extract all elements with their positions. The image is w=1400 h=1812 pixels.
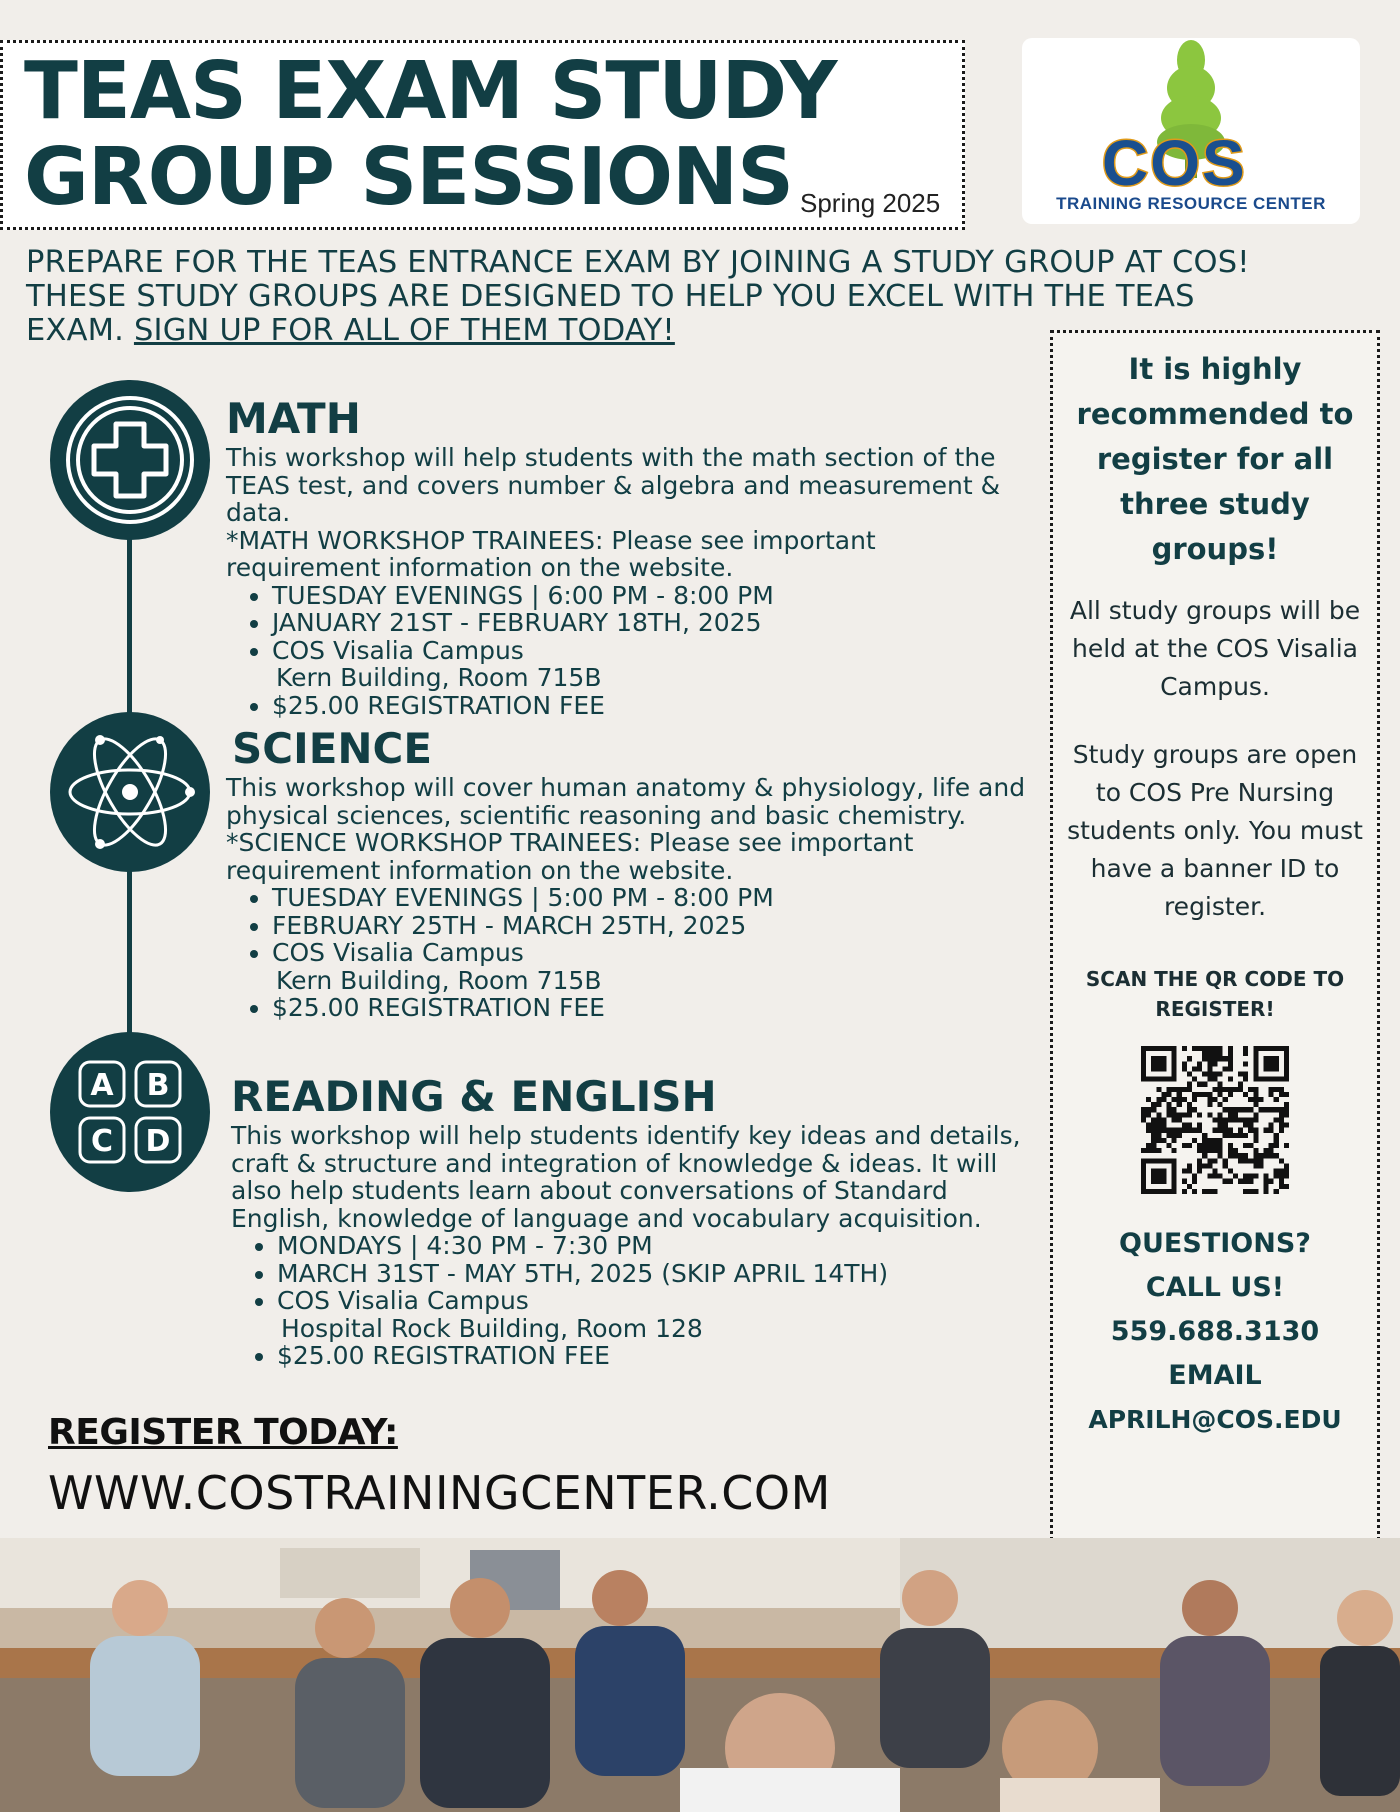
reading-section (231, 1072, 1031, 1370)
sidebar-location: All study groups will be held at the COS Visalia Campus. (1069, 596, 1361, 701)
math-location (272, 637, 1026, 692)
math-fee: • $25.00 REGISTRATION FEE (272, 692, 1026, 720)
math-schedule: • TUESDAY EVENINGS | 6:00 PM - 8:00 PM (272, 582, 1026, 610)
svg-text:D: D (145, 1124, 171, 1159)
science-location (272, 939, 1026, 994)
science-dates: • FEBRUARY 25TH - MARCH 25TH, 2025 (272, 912, 1026, 940)
title-line-2: GROUP SESSIONS (24, 131, 794, 223)
math-note: *MATH WORKSHOP TRAINEES: Please see important requirement information on the website. (226, 525, 876, 582)
math-dates: • JANUARY 21ST - FEBRUARY 18TH, 2025 (272, 609, 1026, 637)
reading-title: READING & ENGLISH (231, 1072, 717, 1121)
science-schedule: • TUESDAY EVENINGS | 5:00 PM - 8:00 PM (272, 884, 1026, 912)
svg-text:A: A (90, 1068, 114, 1103)
science-title: SCIENCE (232, 724, 433, 773)
sidebar-panel (1050, 330, 1380, 1546)
math-title: MATH (226, 394, 361, 443)
svg-text:C: C (90, 1124, 114, 1159)
math-description: This workshop will help students with the math section of the TEAS test, and covers number & algebra and measurement & data. (226, 443, 1001, 527)
website-link[interactable]: WWW.COSTRAININGCENTER.COM (48, 1466, 831, 1520)
questions-label: QUESTIONS? (1119, 1228, 1311, 1259)
logo-text: COS (1102, 127, 1247, 199)
reading-fee: • $25.00 REGISTRATION FEE (277, 1342, 1031, 1370)
science-note: *SCIENCE WORKSHOP TRAINEES: Please see important requirement information on the website. (226, 828, 914, 885)
abcd-icon (50, 1032, 210, 1192)
email-label: EMAIL (1168, 1360, 1262, 1391)
science-details (226, 884, 1026, 1022)
classroom-photo (0, 1538, 1400, 1812)
email-address[interactable]: APRILH@COS.EDU (1088, 1405, 1342, 1434)
qr-code[interactable] (1141, 1046, 1289, 1194)
reading-badge (50, 1032, 210, 1192)
reading-dates: • MARCH 31ST - MAY 5TH, 2025 (SKIP APRIL 14TH) (277, 1260, 1031, 1288)
cos-logo (1022, 38, 1360, 224)
intro-cta: SIGN UP FOR ALL OF THEM TODAY! (133, 313, 675, 348)
title-line-1: TEAS EXAM STUDY (24, 45, 837, 137)
math-campus: COS Visalia Campus (272, 635, 524, 665)
reading-schedule: • MONDAYS | 4:30 PM - 7:30 PM (277, 1232, 1031, 1260)
science-fee: • $25.00 REGISTRATION FEE (272, 994, 1026, 1022)
atom-icon (50, 712, 210, 872)
page-title (24, 45, 837, 223)
reading-campus: COS Visalia Campus (277, 1286, 529, 1315)
math-details (226, 582, 1026, 720)
science-room: Kern Building, Room 715B (276, 965, 602, 995)
reading-description: This workshop will help students identify key ideas and details, craft & structure and integration of knowledge & ideas. It will also help students learn about conversations of Standard English, knowledge of language and vocabulary acquisition. (231, 1121, 1021, 1233)
call-label: CALL US! (1145, 1272, 1285, 1303)
register-label: REGISTER TODAY: (48, 1412, 398, 1453)
reading-details (231, 1232, 1031, 1370)
science-section (226, 724, 1026, 1022)
math-section (226, 394, 1026, 719)
classroom-photo-image (0, 1538, 1400, 1812)
math-badge (50, 380, 210, 540)
math-room: Kern Building, Room 715B (276, 663, 602, 692)
reading-location (277, 1287, 1031, 1342)
intro-body: PREPARE FOR THE TEAS ENTRANCE EXAM BY JOINING A STUDY GROUP AT COS! THESE STUDY GROUPS ARE DESIGNED TO HELP YOU EXCEL WITH THE TEAS EXAM. (26, 245, 1250, 348)
sidebar-eligibility: Study groups are open to COS Pre Nursing students only. You must have a banner ID to register. (1067, 740, 1363, 921)
sidebar-headline: It is highly recommended to register for all three study groups! (1076, 352, 1354, 566)
logo-caption: TRAINING RESOURCE CENTER (1056, 194, 1326, 213)
science-badge (50, 712, 210, 872)
science-campus: COS Visalia Campus (272, 938, 524, 967)
term-label: Spring 2025 (800, 188, 941, 218)
sidebar-contact (1061, 1222, 1369, 1442)
sidebar-scan-label: SCAN THE QR CODE TO REGISTER! (1085, 967, 1345, 1021)
plus-icon (50, 380, 210, 540)
svg-text:B: B (146, 1068, 170, 1103)
science-description: This workshop will cover human anatomy & physiology, life and physical sciences, scientific reasoning and basic chemistry. (226, 773, 1026, 830)
reading-room: Hospital Rock Building, Room 128 (281, 1313, 703, 1343)
phone-number[interactable]: 559.688.3130 (1110, 1316, 1320, 1347)
